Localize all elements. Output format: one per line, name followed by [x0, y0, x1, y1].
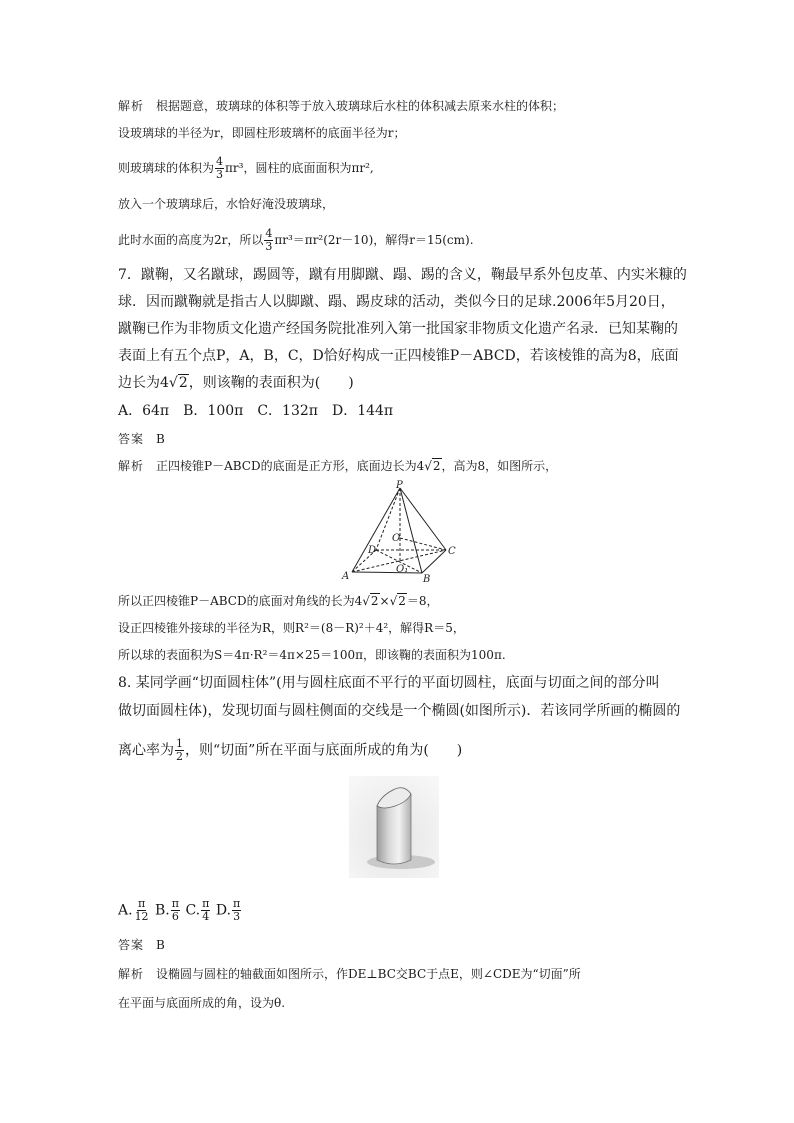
s1-line-4: 放入一个玻璃球后，水恰好淹没玻璃球， — [118, 197, 335, 211]
q8-line-2: 做切面圆柱体)，发现切面与圆柱侧面的交线是一个椭圆(如图所示)．若该同学所画的椭圆的 — [118, 703, 681, 719]
q8-analysis-line-2: 在平面与底面所成的角，设为θ. — [118, 996, 286, 1010]
answer-label: 答案 — [118, 938, 145, 952]
label-b: B — [423, 574, 431, 585]
q8-analysis-line-1: 解析 设椭圆与圆柱的轴截面如图所示，作DE⊥BC交BC于点E，则∠CDE为“切面”所 — [118, 967, 581, 981]
sqrt: √2 — [168, 375, 188, 391]
cut-cylinder-illustration — [349, 776, 439, 878]
q8-line-3: 离心率为 $\frac{1}{2}$ ，则“切面”所在平面与底面所成的角为( ) — [118, 737, 463, 763]
edge-pc — [400, 488, 446, 550]
edge-ab — [352, 572, 422, 573]
label-o: O — [392, 533, 401, 544]
fraction: $\frac{4}{3}$ — [265, 227, 273, 253]
fraction: $\frac{\pi}{4}$ — [202, 897, 210, 923]
s1-line-1: 解析 根据题意，玻璃球的体积等于放入玻璃球后水柱的体积减去原来水柱的体积； — [118, 99, 565, 113]
edge-bc — [422, 550, 446, 573]
q8-answer — [118, 937, 165, 953]
pyramid-figure — [330, 478, 470, 586]
s1-line-5: 此时水面的高度为2r，所以 $\frac{4}{3}$ πr³＝πr²(2r－10)，解得r＝15(cm). — [118, 227, 474, 253]
label-a: A — [342, 571, 350, 582]
q7-line-1: 7．蹴鞠，又名蹴球，踢圆等，蹴有用脚蹴、蹋、踢的含义，鞠最早系外包皮革、内实米糠的 — [118, 267, 687, 283]
analysis-label: 解析 — [118, 99, 145, 113]
q7-answer — [118, 431, 165, 447]
q7-line-5: 边长为4√2，则该鞠的表面积为( ) — [118, 375, 354, 391]
answer-value: B — [156, 938, 165, 952]
edge-pa — [352, 488, 400, 572]
fraction: $\frac{4}{3}$ — [216, 155, 224, 181]
answer-label: 答案 — [118, 432, 145, 446]
q7-analysis-line-1: 解析 正四棱锥P－ABCD的底面是正方形，底面边长为4√2，高为8，如图所示， — [118, 459, 558, 473]
q7-options: A．64π B．100π C．132π D．144π — [118, 403, 394, 419]
sqrt: √2 — [389, 594, 406, 608]
sqrt: √2 — [362, 594, 379, 608]
q7-line-2: 球．因而蹴鞠就是指古人以脚蹴、蹋、踢皮球的活动，类似今日的足球.2006年5月20日， — [118, 294, 675, 310]
segment-oc — [400, 538, 446, 550]
analysis-label: 解析 — [118, 967, 145, 981]
fraction: $\frac{\pi}{6}$ — [171, 897, 179, 923]
sqrt: √2 — [424, 459, 441, 473]
label-c: C — [448, 546, 456, 557]
label-d: D — [368, 545, 377, 556]
s1-line-3: 则玻璃球的体积为 $\frac{4}{3}$ πr³，圆柱的底面面积为πr², — [118, 155, 374, 181]
q7-analysis-line-2: 所以正四棱锥P－ABCD的底面对角线的长为4√2×√2＝8， — [118, 594, 439, 608]
answer-value: B — [156, 432, 165, 446]
s1-line-2: 设玻璃球的半径为r，即圆柱形玻璃杯的底面半径为r； — [118, 126, 406, 140]
analysis-label: 解析 — [118, 459, 145, 473]
q7-analysis-line-4: 所以球的表面积为S＝4π·R²＝4π×25＝100π，即该鞠的表面积为100π. — [118, 648, 506, 662]
fraction: $\frac{1}{2}$ — [176, 737, 183, 763]
q7-analysis-line-3: 设正四棱锥外接球的半径为R，则R²＝(8－R)²＋4²，解得R＝5， — [118, 621, 465, 635]
q8-line-1: 8. 某同学画“切面圆柱体”(用与圆柱底面不平行的平面切圆柱，底面与切面之间的部分叫 — [118, 675, 660, 691]
q7-line-3: 蹴鞠已作为非物质文化遗产经国务院批准列入第一批国家非物质文化遗产名录．已知某鞠的 — [118, 321, 678, 337]
fraction: $\frac{\pi}{12}$ — [134, 897, 149, 923]
fraction: $\frac{\pi}{3}$ — [233, 897, 241, 923]
label-o1: O₁ — [396, 564, 409, 575]
label-p: P — [396, 480, 403, 491]
q8-options: A. $\frac{\pi}{12}$ B. $\frac{\pi}{6}$ C. $\frac{\pi}{4}$ D. $\frac{\pi}{3}$ — [118, 897, 241, 923]
q7-line-4: 表面上有五个点P，A，B，C，D恰好构成一正四棱锥P－ABCD，若该棱锥的高为8，底面 — [118, 348, 679, 364]
